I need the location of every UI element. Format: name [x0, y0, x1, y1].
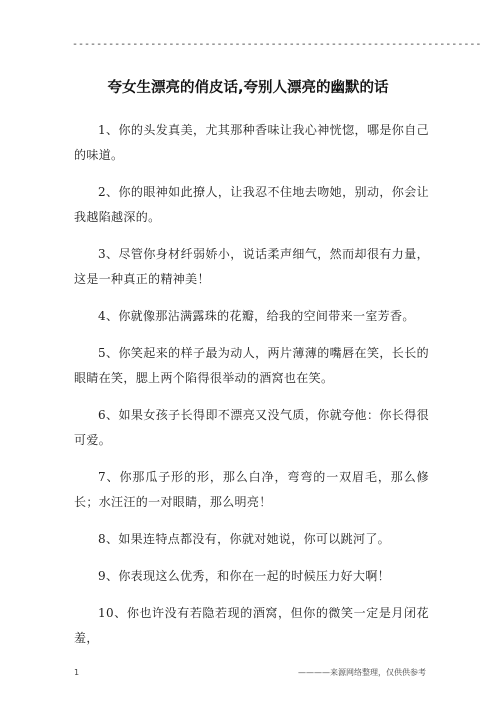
paragraph-1: 1、你的头发真美，尤其那种香味让我心神恍惚，哪是你自己的味道。	[74, 123, 429, 162]
document-title: 夸女生漂亮的俏皮话,夸别人漂亮的幽默的话	[107, 80, 389, 96]
paragraph-7: 7、你那瓜子形的形，那么白净，弯弯的一双眉毛，那么修长；水汪汪的一对眼睛，那么明亮！	[74, 470, 429, 509]
footer-source-note: ————来源网络整理，仅供供参考	[298, 668, 426, 677]
paragraph-6: 6、如果女孩子长得即不漂亮又没气质，你就夸他：你长得很可爱。	[74, 408, 429, 447]
paragraph-5: 5、你笑起来的样子最为动人，两片薄薄的嘴唇在笑，长长的眼睛在笑，腮上两个陷得很举动的酒窝也在笑。	[74, 346, 429, 385]
header-dashed-rule: --------------------------------------------------------------------	[72, 39, 482, 50]
paragraph-9: 9、你表现这么优秀，和你在一起的时候压力好大啊！	[98, 569, 391, 583]
paragraph-10: 10、你也许没有若隐若现的酒窝，但你的微笑一定是月闭花羞，	[74, 606, 429, 645]
document-body	[74, 118, 429, 651]
paragraph-2: 2、你的眼神如此撩人，让我忍不住地去吻她，别动，你会让我越陷越深的。	[74, 185, 429, 224]
paragraph-4: 4、你就像那沾满露珠的花瓣，给我的空间带来一室芳香。	[98, 309, 415, 323]
page-number: 1	[74, 668, 80, 677]
paragraph-3: 3、尽管你身材纤弱娇小，说话柔声细气，然而却很有力量，这是一种真正的精神美！	[74, 247, 429, 286]
paragraph-8: 8、如果连特点都没有，你就对她说，你可以跳河了。	[98, 532, 391, 546]
